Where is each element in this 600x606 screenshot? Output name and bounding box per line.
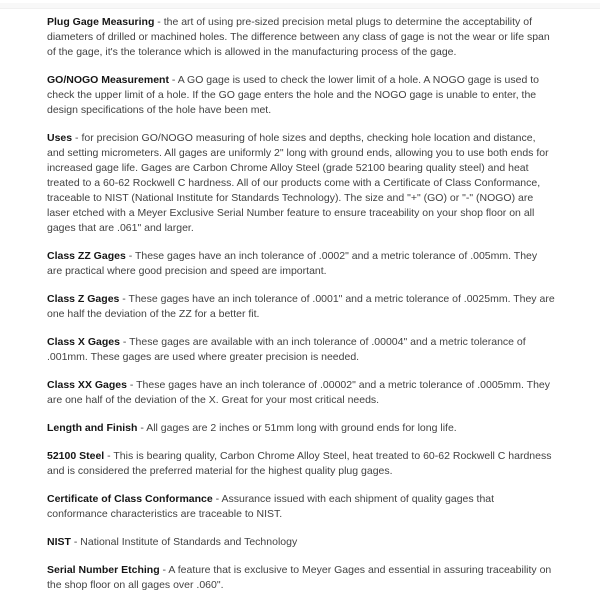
- glossary-entry: [47, 335, 555, 365]
- glossary-entry: [47, 535, 555, 550]
- glossary-term: Class XX Gages: [47, 379, 127, 391]
- glossary-term: Serial Number Etching: [47, 564, 160, 576]
- glossary-term: Certificate of Class Conformance: [47, 493, 213, 505]
- glossary-term: Length and Finish: [47, 422, 138, 434]
- glossary-term: Class ZZ Gages: [47, 250, 126, 262]
- term-separator: -: [122, 293, 126, 305]
- glossary-entry: [47, 292, 555, 322]
- glossary-entry: [47, 563, 555, 593]
- glossary-term: NIST: [47, 536, 71, 548]
- glossary-definition: These gages have an inch tolerance of .0001" and a metric tolerance of .0025mm. They are one half the deviation of the ZZ for a better fit.: [47, 293, 555, 320]
- glossary-entry: [47, 131, 555, 236]
- term-separator: -: [128, 250, 133, 262]
- glossary-definition: National Institute of Standards and Technology: [80, 536, 298, 548]
- term-separator: -: [75, 132, 79, 144]
- glossary-term: Class X Gages: [47, 336, 120, 348]
- term-separator: -: [171, 74, 176, 86]
- glossary-entry: [47, 378, 555, 408]
- term-separator: -: [140, 422, 144, 434]
- term-separator: -: [157, 16, 161, 28]
- glossary-definition: Assurance issued with each shipment of quality gages that conformance characteristics are traceable to NIST.: [47, 493, 495, 520]
- term-separator: -: [129, 379, 134, 391]
- glossary-term: Plug Gage Measuring: [47, 16, 155, 28]
- glossary-entry: [47, 492, 555, 522]
- term-separator: -: [215, 493, 220, 505]
- glossary-entry: [47, 73, 555, 118]
- glossary-term: Class Z Gages: [47, 293, 120, 305]
- glossary-definition: the art of using pre-sized precision metal plugs to determine the acceptability of diameters of drilled or machined holes. The difference between any class of gage is not the wear or life span of the gage, it's the tolerance which is allowed in the manufacturing process of the gage.: [47, 16, 550, 58]
- glossary-definition: A GO gage is used to check the lower limit of a hole. A NOGO gage is used to check the upper limit of a hole. If the GO gage enters the hole and the NOGO gage is unable to enter, the design specifications of the hole have been met.: [47, 74, 539, 116]
- term-separator: -: [73, 536, 78, 548]
- glossary-definition: These gages are available with an inch tolerance of .00004" and a metric tolerance of .001mm. These gages are used where greater precision is needed.: [47, 336, 526, 363]
- term-separator: -: [107, 450, 111, 462]
- page-top-divider: [0, 3, 600, 9]
- glossary-entry: [47, 421, 555, 436]
- glossary-definition: This is bearing quality, Carbon Chrome Alloy Steel, heat treated to 60-62 Rockwell C hardness and is considered the preferred material for the highest quality plug gages.: [47, 450, 552, 477]
- term-separator: -: [122, 336, 127, 348]
- glossary-term: 52100 Steel: [47, 450, 105, 462]
- glossary-entry: [47, 15, 555, 60]
- glossary-definition: These gages have an inch tolerance of .0002" and a metric tolerance of .005mm. They are practical where good precision and speed are important.: [47, 250, 538, 277]
- glossary-definition: for precision GO/NOGO measuring of hole sizes and depths, checking hole location and distance, and setting micrometers. All gages are uniformly 2" long with ground ends, allowing you to use both ends for increased gage life. Gages are Carbon Chrome Alloy Steel (grade 52100 bearing quality steel) and heat treated to a 60-62 Rockwell C hardness. All of our products come with a Certificate of Class Conformance, traceable to NIST (National Institute for Standards Technology). The size and "+" (GO) or "-" (NOGO) are laser etched with a Meyer Exclusive Serial Number feature to ensure traceability on your shop floor on all gages that are .061" and larger.: [47, 132, 549, 234]
- glossary-definition: A feature that is exclusive to Meyer Gages and essential in assuring traceability on the shop floor on all gages over .060".: [47, 564, 552, 591]
- glossary-definition: These gages have an inch tolerance of .00002" and a metric tolerance of .0005mm. They are one half of the deviation of the X. Great for your most critical needs.: [47, 379, 550, 406]
- glossary-definition: All gages are 2 inches or 51mm long with ground ends for long life.: [146, 422, 457, 434]
- glossary-document: [47, 15, 555, 606]
- glossary-term: GO/NOGO Measurement: [47, 74, 169, 86]
- glossary-term: Uses: [47, 132, 73, 144]
- glossary-entry: [47, 249, 555, 279]
- term-separator: -: [162, 564, 167, 576]
- glossary-entry: [47, 449, 555, 479]
